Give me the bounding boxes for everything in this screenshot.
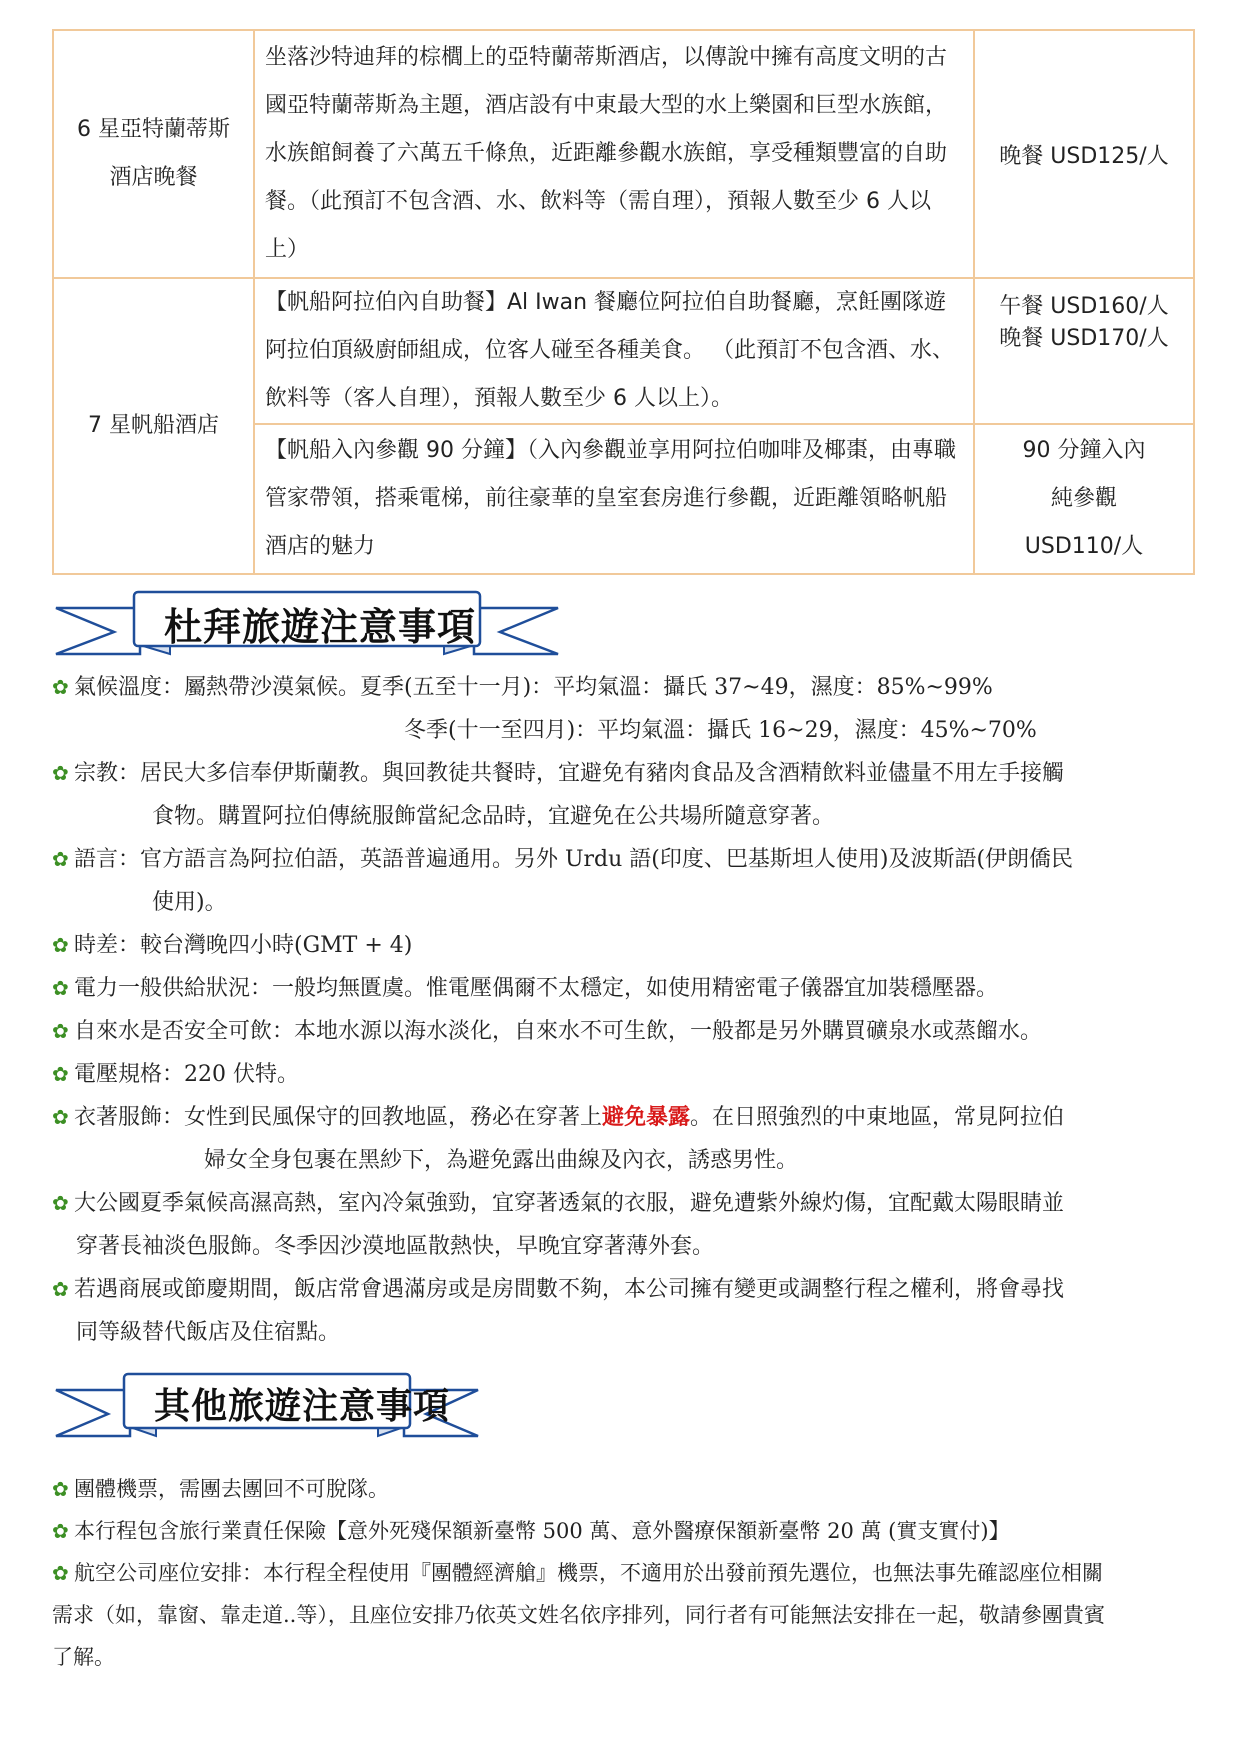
- section-banner-other: [52, 1370, 482, 1446]
- note-text: 宗教：居民大多信奉伊斯蘭教。與回教徒共餐時，宜避免有豬肉食品及含酒精飲料並儘量不用左手接觸: [74, 761, 1065, 786]
- list-item: [52, 666, 1197, 709]
- list-item: [52, 881, 1197, 924]
- flower-bullet-icon: ✿: [52, 1191, 69, 1215]
- activity-price-burj-buffet: [974, 278, 1194, 424]
- flower-bullet-icon: ✿: [52, 761, 69, 785]
- list-item: [52, 1139, 1197, 1182]
- flower-bullet-icon: ✿: [52, 933, 69, 957]
- flower-bullet-icon: ✿: [52, 1519, 69, 1543]
- activity-desc-text: 【帆船入內參觀 90 分鐘】（入內參觀並享用阿拉伯咖啡及椰棗，由專職管家帶領，搭乘電梯，前往豪華的皇室套房進行參觀，近距離領略帆船酒店的魅力: [265, 438, 956, 559]
- activity-desc-text: 坐落沙特迪拜的棕櫚上的亞特蘭蒂斯酒店，以傳說中擁有高度文明的古國亞特蘭蒂斯為主題，酒店設有中東最大型的水上樂園和巨型水族館， 水族館飼養了六萬五千條魚，近距離參觀水族館，享受種類豐富的自助餐。（此預訂不包含酒、水、飲料等（需自理），預報人數至少 6 人以上）: [265, 45, 948, 262]
- activity-name-line: 6 星亞特蘭蒂斯: [77, 117, 230, 142]
- activity-price-atlantis: 晚餐 USD125/人: [974, 30, 1194, 278]
- note-text: 語言：官方語言為阿拉伯語，英語普遍通用。另外 Urdu 語(印度、巴基斯坦人使用)及波斯語(伊朗僑民: [74, 847, 1074, 872]
- note-text: 團體機票，需團去團回不可脫隊。: [74, 1477, 389, 1501]
- note-text: 大公國夏季氣候高濕高熱，室內冷氣強勁，宜穿著透氣的衣服，避免遭紫外線灼傷，宜配戴太陽眼睛並: [74, 1191, 1065, 1216]
- list-item: [52, 1096, 1197, 1139]
- list-item: [52, 838, 1197, 881]
- list-item: [52, 709, 1197, 752]
- note-text: 若遇商展或節慶期間，飯店常會遇滿房或是房間數不夠，本公司擁有變更或調整行程之權利，將會尋找: [74, 1277, 1065, 1302]
- note-text: 自來水是否安全可飲：本地水源以海水淡化，自來水不可生飲，一般都是另外購買礦泉水或蒸餾水。: [74, 1019, 1043, 1044]
- flower-bullet-icon: ✿: [52, 1105, 69, 1129]
- note-text: 食物。購置阿拉伯傳統服飾當紀念品時，宜避免在公共場所隨意穿著。: [152, 804, 835, 829]
- list-item: [52, 1552, 1197, 1594]
- list-item: [52, 1010, 1197, 1053]
- table-row: [53, 278, 1194, 424]
- note-text: 氣候溫度：屬熱帶沙漠氣候。夏季(五至十一月)：平均氣溫：攝氏 37~49，濕度：85%~99%: [74, 675, 993, 700]
- note-text: 電壓規格：220 伏特。: [74, 1062, 299, 1087]
- list-item: [52, 752, 1197, 795]
- note-text: 。在日照強烈的中東地區，常見阿拉伯: [690, 1105, 1065, 1130]
- note-text: 使用)。: [152, 890, 227, 915]
- note-text: 衣著服飾：女性到民風保守的回教地區，務必在穿著上: [74, 1105, 603, 1130]
- list-item: [52, 1225, 1197, 1268]
- flower-bullet-icon: ✿: [52, 1062, 69, 1086]
- flower-bullet-icon: ✿: [52, 1561, 69, 1585]
- list-item: [52, 1182, 1197, 1225]
- note-text: 穿著長袖淡色服飾。冬季因沙漠地區散熱快，早晚宜穿著薄外套。: [76, 1234, 715, 1259]
- note-text: 電力一般供給狀況：一般均無匱虞。惟電壓偶爾不太穩定，如使用精密電子儀器宜加裝穩壓器。: [74, 976, 999, 1001]
- price-line: USD110/人: [1024, 534, 1144, 559]
- activity-desc-burj-tour: [254, 424, 974, 574]
- price-line: 純參觀: [1050, 486, 1117, 511]
- note-text: 同等級替代飯店及住宿點。: [76, 1320, 341, 1345]
- price-line: 晚餐 USD170/人: [999, 326, 1169, 351]
- activity-name-line: 酒店晚餐: [109, 165, 198, 190]
- section-title: 杜拜旅遊注意事項: [164, 605, 477, 649]
- flower-bullet-icon: ✿: [52, 1019, 69, 1043]
- flower-bullet-icon: ✿: [52, 976, 69, 1000]
- activity-desc-atlantis: [254, 30, 974, 278]
- list-item: [52, 1053, 1197, 1096]
- price-line: 90 分鐘入內: [1022, 438, 1146, 463]
- note-text: 本行程包含旅行業責任保險【意外死殘保額新臺幣 500 萬、意外醫療保額新臺幣 20 萬 (實支實付)】: [74, 1519, 1010, 1543]
- price-line: 午餐 USD160/人: [999, 294, 1169, 319]
- note-text: 婦女全身包裹在黑紗下，為避免露出曲線及內衣，誘惑男性。: [204, 1148, 799, 1173]
- flower-bullet-icon: ✿: [52, 847, 69, 871]
- list-item: [52, 1468, 1197, 1510]
- dubai-notes-list: [52, 666, 1197, 1354]
- note-text: 航空公司座位安排：本行程全程使用『團體經濟艙』機票，不適用於出發前預先選位，也無法事先確認座位相關: [74, 1561, 1103, 1585]
- activity-name-atlantis: [53, 30, 254, 278]
- note-text: 冬季(十一至四月)：平均氣溫：攝氏 16~29，濕度：45%~70%: [404, 718, 1037, 743]
- list-item: [52, 1636, 1197, 1678]
- activity-desc-burj-buffet: [254, 278, 974, 424]
- section-banner-dubai: [52, 588, 562, 664]
- activity-desc-text: 【帆船阿拉伯內自助餐】Al Iwan 餐廳位阿拉伯自助餐廳，烹飪團隊遊阿拉伯頂級廚師組成，位客人碰至各種美食。 （此預訂不包含酒、水、飲料等（客人自理），預報人數至少 6 人以上）。: [265, 290, 954, 411]
- activity-price-burj-tour: [974, 424, 1194, 574]
- note-text: 了解。: [52, 1645, 115, 1669]
- list-item: [52, 1510, 1197, 1552]
- flower-bullet-icon: ✿: [52, 1477, 69, 1501]
- list-item: [52, 967, 1197, 1010]
- activity-name-burj: 7 星帆船酒店: [53, 278, 254, 574]
- table-row: [53, 30, 1194, 278]
- other-notes-list: [52, 1468, 1197, 1678]
- highlight-text: 避免暴露: [602, 1104, 691, 1130]
- list-item: [52, 1594, 1197, 1636]
- list-item: [52, 1311, 1197, 1354]
- flower-bullet-icon: ✿: [52, 675, 69, 699]
- list-item: [52, 795, 1197, 838]
- list-item: [52, 924, 1197, 967]
- section-title: 其他旅遊注意事項: [154, 1386, 451, 1427]
- optional-activities-table: [52, 29, 1195, 575]
- note-text: 需求（如，靠窗、靠走道..等），且座位安排乃依英文姓名依序排列，同行者有可能無法安排在一起，敬請參團貴賓: [52, 1603, 1105, 1627]
- flower-bullet-icon: ✿: [52, 1277, 69, 1301]
- note-text: 時差：較台灣晚四小時(GMT + 4): [74, 933, 413, 958]
- list-item: [52, 1268, 1197, 1311]
